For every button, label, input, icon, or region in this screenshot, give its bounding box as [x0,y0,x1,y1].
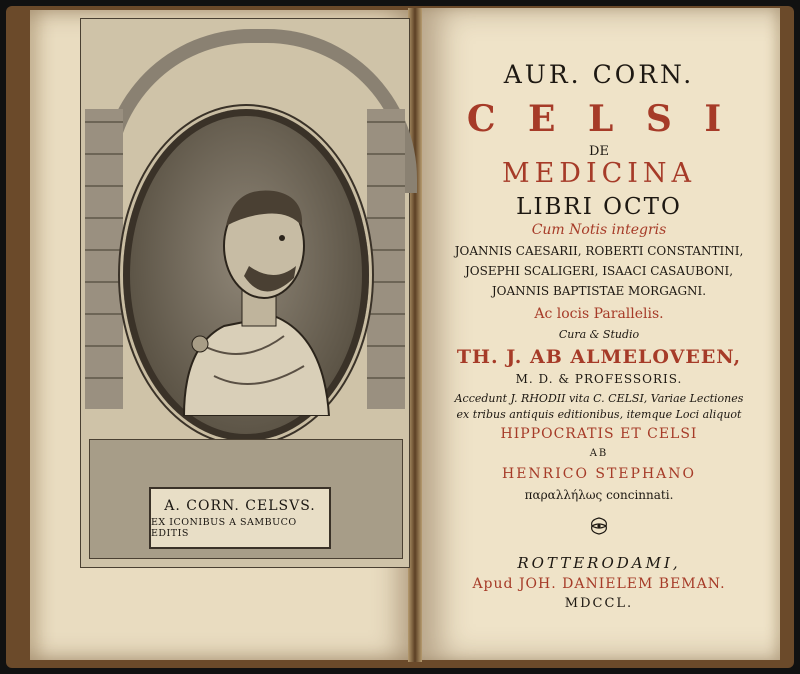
title-cura: Cura & Studio [558,328,640,341]
title-celsi: C E L S I [466,98,732,140]
title-accedunt-1: Accedunt J. RHODII vita C. CELSI, Variae Lectiones [454,392,744,405]
celsus-portrait [164,166,334,416]
title-aur-corn: AUR. CORN. [503,60,695,89]
title-rotterodami: ROTTERODAMI, [517,554,681,572]
left-column [85,109,123,409]
title-almeloveen: TH. J. AB ALMELOVEEN, [456,346,742,368]
title-notis: Cum Notis integris [531,222,667,238]
caption-name: A. CORN. CELSVS. [164,497,316,514]
title-md: M. D. & PROFESSORIS. [515,372,683,386]
title-libri-octo: LIBRI OCTO [516,194,682,220]
title-stephano: HENRICO STEPHANO [501,466,696,482]
title-names-3: JOANNIS BAPTISTAE MORGAGNI. [491,284,707,298]
title-de: DE [589,144,609,159]
title-apud: Apud JOH. DANIELEM BEMAN. [472,576,726,592]
title-locis: Ac locis Parallelis. [534,306,664,322]
title-accedunt-2: ex tribus antiquis editionibus, itemque Loci aliquot [456,408,742,421]
title-concinnati: παραλλήλως concinnati. [524,488,674,502]
right-column [367,109,405,409]
frontispiece-engraving [80,18,410,568]
title-names-1: JOANNIS CAESARII, ROBERTI CONSTANTINI, [454,244,744,258]
portrait-oval [123,109,369,441]
ornament-icon [586,516,612,536]
title-names-2: JOSEPHI SCALIGERI, ISAACI CASAUBONI, [464,264,734,278]
title-medicina: MEDICINA [501,158,697,189]
title-date: MDCCL. [564,596,634,611]
title-hippocratis: HIPPOCRATIS ET CELSI [500,426,698,442]
caption-source: EX ICONIBUS A SAMBUCO EDITIS [151,516,297,539]
title-ab: AB [589,448,609,459]
portrait-caption [149,487,331,549]
